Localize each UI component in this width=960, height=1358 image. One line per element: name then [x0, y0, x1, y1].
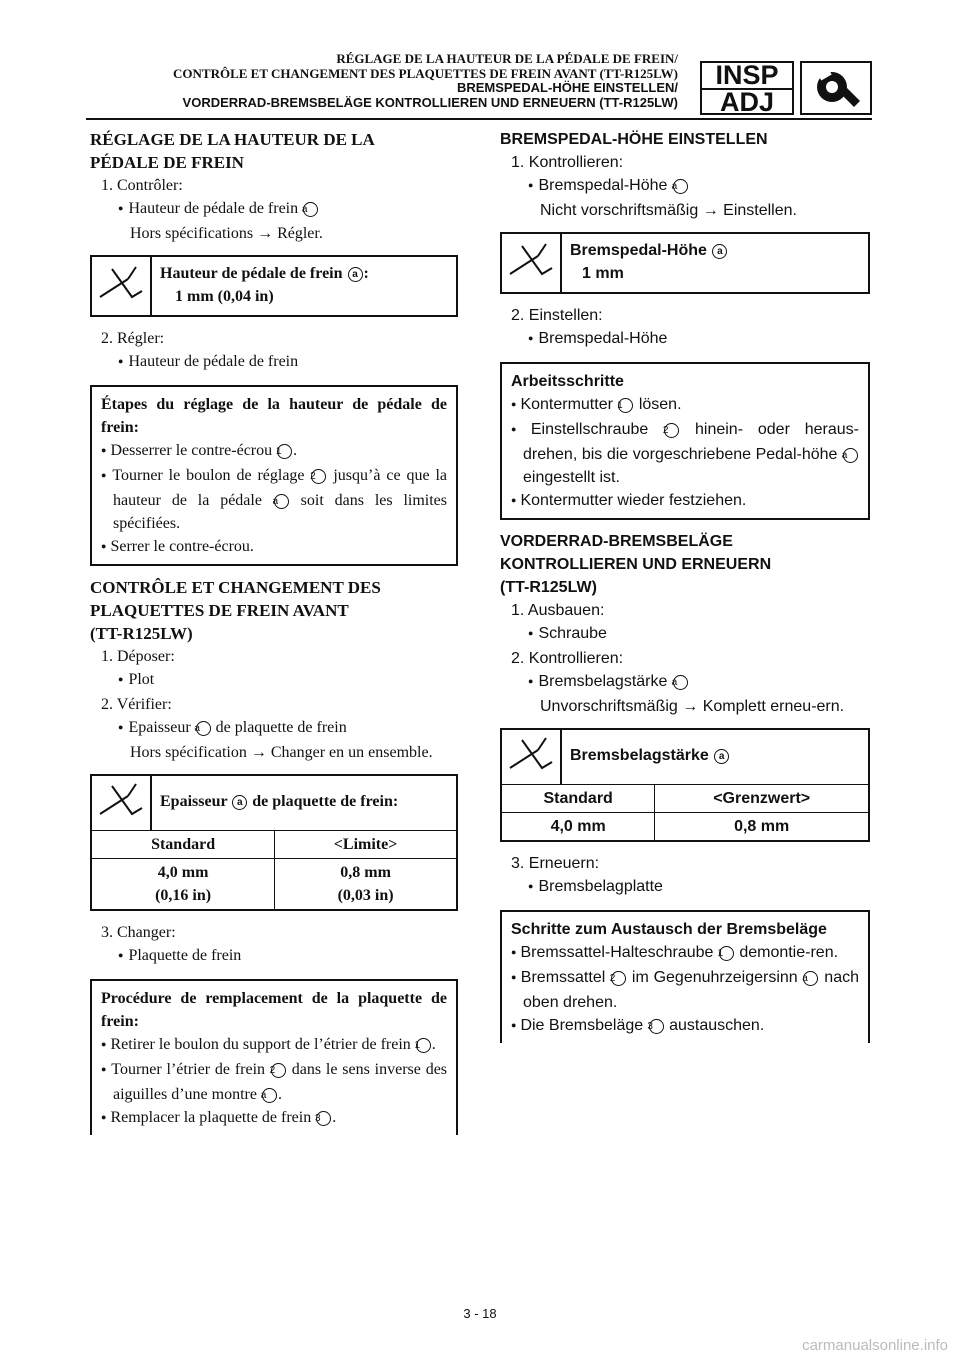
section-title: CONTRÔLE ET CHANGEMENT DES — [90, 578, 381, 597]
spec-label: Bremspedal-Höhe a — [570, 239, 728, 262]
spec-label: Epaisseur a de plaquette de frein: — [160, 793, 399, 810]
german-column — [500, 128, 870, 1053]
step-item: ● Bremspedal-Höhe a — [500, 174, 870, 199]
procedure-item: ● Retirer le boulon du support de l’étrier de frein 1 . — [101, 1033, 447, 1058]
col-limit: <Limite> — [275, 831, 456, 859]
section-title-cont: PLAQUETTES DE FREIN AVANT — [90, 601, 349, 620]
section-title-cont: (TT-R125LW) — [500, 579, 597, 596]
procedure-box — [90, 979, 458, 1135]
procedure-item: ● Die Bremsbeläge 3 austauschen. — [511, 1014, 859, 1039]
wrench-icon — [800, 61, 872, 115]
watermark: carmanualsonline.info — [802, 1337, 948, 1354]
page-number: 3 - 18 — [463, 1306, 497, 1321]
insp-adj-badge — [700, 61, 794, 115]
col-limit: <Grenzwert> — [655, 785, 868, 813]
col-standard: Standard — [92, 831, 275, 859]
procedure-item: ● Bremssattel 2 im Gegenuhrzeigersinn a nach oben drehen. — [511, 966, 859, 1014]
procedure-item: ● Serrer le contre-écrou. — [101, 535, 447, 560]
step-item: ● Schraube — [500, 622, 870, 647]
step-item: ● Hauteur de pédale de frein — [90, 350, 458, 375]
procedure-title: Procédure de remplacement de la plaquette de frein: — [101, 990, 447, 1030]
procedure-title: Arbeitsschritte — [511, 373, 624, 390]
badge-bottom: ADJ — [702, 88, 792, 115]
section-title-cont: PÉDALE DE FREIN — [90, 153, 244, 172]
step-item: ● Epaisseur a de plaquette de frein — [90, 716, 458, 741]
caliper-tool-icon — [502, 730, 562, 784]
section-title: BREMSPEDAL-HÖHE EINSTELLEN — [500, 131, 768, 148]
spec-table-box — [500, 728, 870, 842]
procedure-item: ● Kontermutter wieder festziehen. — [511, 489, 859, 514]
circled-a: a — [303, 202, 318, 217]
header-line-1: RÉGLAGE DE LA HAUTEUR DE LA PÉDALE DE FREIN/ — [336, 51, 678, 66]
step: 1. Contrôler: — [101, 177, 183, 194]
step: 3. Erneuern: — [511, 855, 600, 872]
spec-table: Standard <Grenzwert> 4,0 mm 0,8 mm — [502, 785, 868, 840]
step-result: Hors spécification → Changer en un ensemble. — [130, 744, 433, 761]
procedure-box — [500, 362, 870, 520]
section-title: RÉGLAGE DE LA HAUTEUR DE LA — [90, 130, 375, 149]
procedure-title: Étapes du réglage de la hauteur de pédale de frein: — [101, 396, 447, 436]
step: 3. Changer: — [101, 924, 176, 941]
caliper-tool-icon — [92, 257, 152, 315]
spec-value: 1 mm — [582, 265, 624, 282]
header-line-4: VORDERRAD-BREMSBELÄGE KONTROLLIEREN UND ERNEUERN (TT-R125LW) — [182, 94, 678, 110]
step-item: ● Hauteur de pédale de frein a — [90, 197, 458, 222]
step-item: ● Bremsbelagstärke a — [500, 670, 870, 695]
section-title-cont: KONTROLLIEREN UND ERNEUERN — [500, 556, 772, 573]
procedure-item: ● Einstellschraube 2 hinein- oder heraus-drehen, bis die vorgeschriebene Pedal-höhe a eingestellt ist. — [511, 418, 859, 489]
spec-table: Standard <Limite> 4,0 mm (0,16 in) 0,8 mm (0,03 in) — [92, 831, 456, 909]
spec-box — [500, 232, 870, 294]
header-rule — [86, 118, 872, 120]
procedure-box — [90, 385, 458, 566]
procedure-item: ● Desserrer le contre-écrou 1 . — [101, 439, 447, 464]
step-item: ● Bremspedal-Höhe — [500, 327, 870, 352]
section-title: VORDERRAD-BREMSBELÄGE — [500, 533, 733, 550]
procedure-item: ● Kontermutter 1 lösen. — [511, 393, 859, 418]
spec-label: Bremsbelagstärke a — [562, 730, 738, 784]
step-result: Hors spécifications → Régler. — [130, 225, 323, 242]
step: 1. Kontrollieren: — [511, 154, 624, 171]
step-item: ● Plot — [90, 668, 458, 693]
step: 2. Kontrollieren: — [511, 650, 624, 667]
caliper-tool-icon — [92, 776, 152, 830]
col-standard: Standard — [502, 785, 655, 813]
procedure-item: ● Remplacer la plaquette de frein 3 . — [101, 1106, 447, 1131]
french-column — [90, 128, 458, 1145]
spec-label: Hauteur de pédale de frein a : — [160, 265, 369, 282]
section-title-cont: (TT-R125LW) — [90, 624, 193, 643]
procedure-item: ● Tourner l’étrier de frein 2 dans le sens inverse des aiguilles d’une montre a . — [101, 1058, 447, 1106]
caliper-tool-icon — [502, 234, 562, 292]
page-header — [173, 52, 678, 110]
procedure-title: Schritte zum Austausch der Bremsbeläge — [511, 921, 827, 938]
step-item: ● Plaquette de frein — [90, 944, 458, 969]
spec-box — [90, 255, 458, 317]
step: 1. Déposer: — [101, 648, 175, 665]
spec-table-box — [90, 774, 458, 911]
step: 2. Vérifier: — [101, 696, 172, 713]
header-line-3: BREMSPEDAL-HÖHE EINSTELLEN/ — [456, 80, 678, 95]
step: 2. Einstellen: — [511, 307, 603, 324]
badge-top: INSP — [715, 60, 779, 90]
step-result: Unvorschriftsmäßig → Komplett erneu-ern. — [540, 698, 845, 715]
step: 1. Ausbauen: — [511, 602, 605, 619]
spec-value: 1 mm (0,04 in) — [175, 288, 274, 305]
header-line-2: CONTRÔLE ET CHANGEMENT DES PLAQUETTES DE FREIN AVANT (TT-R125LW) — [173, 65, 678, 81]
procedure-box — [500, 910, 870, 1043]
step-result: Nicht vorschriftsmäßig → Einstellen. — [540, 202, 797, 219]
step-item: ● Bremsbelagplatte — [500, 875, 870, 900]
step: 2. Régler: — [101, 330, 165, 347]
procedure-item: ● Bremssattel-Halteschraube 1 demontie-ren. — [511, 941, 859, 966]
procedure-item: ● Tourner le boulon de réglage 2 jusqu’à ce que la hauteur de la pédale a soit dans les limites spécifiées. — [101, 464, 447, 535]
